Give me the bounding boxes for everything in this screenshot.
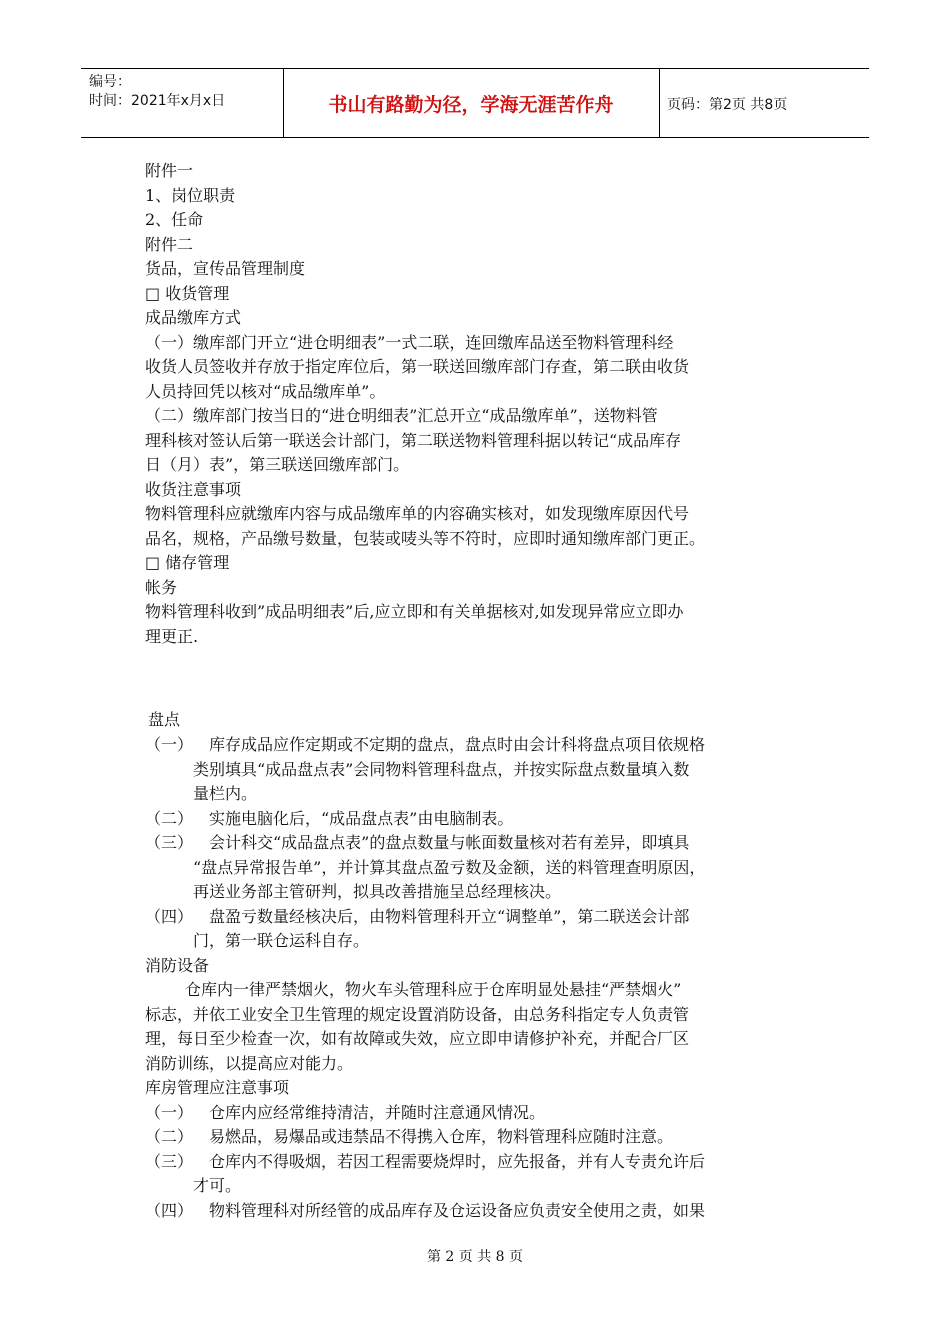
text-line: 品名，规格，产品缴号数量，包装或唛头等不符时，应即时通知缴库部门更正。 [145, 528, 706, 548]
header-divider [659, 69, 660, 137]
inventory-section [148, 708, 828, 733]
text-line: （一）缴库部门开立“进仓明细表”一式二联，连回缴库品送至物料管理科经 [145, 332, 674, 352]
text-line: 物料管理科收到”成品明细表”后,应立即和有关单据核对,如发现异常应立即办 [145, 602, 684, 621]
text-line: 理，每日至少检查一次，如有故障或失效，应立即申请修护补充，并配合厂区 [145, 1029, 690, 1048]
list-item: （二） 实施电脑化后，“成品盘点表”由电脑制表。 [145, 807, 825, 832]
section-heading: □ 储存管理 [145, 553, 230, 572]
inventory-list [145, 733, 825, 1223]
text-line: 收货人员签收并存放于指定库位后，第一联送回缴库部门存查，第二联由收货 [145, 357, 690, 376]
text-line: 消防训练，以提高应对能力。 [145, 1053, 354, 1073]
text-line: 理更正. [145, 626, 199, 646]
page-header [81, 68, 869, 138]
text-line: 附件一 [145, 161, 194, 180]
item-number: （一） [145, 735, 194, 754]
list-item: （三） 仓库内不得吸烟，若因工程需要烧焊时，应先报备，并有人专责允许后 [145, 1150, 825, 1175]
item-number: （三） [145, 1151, 194, 1171]
list-item: （四） 盘盈亏数量经核决后，由物料管理科开立“调整单”，第二联送会计部 [145, 905, 825, 930]
text-line: 附件二 [145, 234, 194, 254]
section-title: 库房管理应注意事项 [145, 1078, 290, 1097]
list-item-cont: 量栏内。 [193, 784, 258, 803]
list-item-cont: 才可。 [193, 1176, 242, 1195]
list-item-cont: 类别填具“成品盘点表”会同物料管理科盘点，并按实际盘点数量填入数 [193, 759, 690, 779]
list-item: （四） 物料管理科对所经管的成品库存及仓运设备应负责安全使用之责，如果 [145, 1199, 825, 1224]
text-line: 仓库内一律严禁烟火，物火车头管理科应于仓库明显处悬挂“严禁烟火” [185, 980, 682, 999]
item-number: （一） [145, 1102, 194, 1122]
item-number: （二） [145, 808, 194, 828]
section-title: 消防设备 [145, 955, 210, 975]
text-line: （二）缴库部门按当日的“进仓明细表”汇总开立“成品缴库单”，送物料管 [145, 406, 658, 425]
header-page-number: 页码：第2页 共8页 [667, 97, 788, 113]
text-line: 理科核对签认后第一联送会计部门，第二联送物料管理科据以转记“成品库存 [145, 430, 682, 450]
text-line: 2、任命 [145, 210, 204, 229]
list-item: （一） 库存成品应作定期或不定期的盘点，盘点时由会计科将盘点项目依规格 [145, 733, 825, 758]
text-line: 货品，宣传品管理制度 [145, 259, 306, 278]
section-heading: □ 收货管理 [145, 283, 230, 303]
item-number: （四） [145, 906, 194, 926]
text-line: 人员持回凭以核对“成品缴库单”。 [145, 381, 386, 401]
header-meta [89, 73, 225, 111]
text-line: 1、岗位职责 [145, 185, 236, 205]
page-footer: 第 2 页 共 8 页 [426, 1249, 524, 1265]
section-title: 盘点 [148, 710, 181, 729]
list-item-cont: 门，第一联仓运科自存。 [193, 931, 370, 950]
document-body-part1 [145, 159, 825, 649]
text-line: 标志，并依工业安全卫生管理的规定设置消防设备，由总务科指定专人负责管 [145, 1004, 690, 1024]
text-line: 成品缴库方式 [145, 308, 242, 327]
list-item-cont: 再送业务部主管研判，拟具改善措施呈总经理核决。 [193, 882, 562, 901]
doc-code: 编号： [89, 74, 131, 90]
list-item: （一） 仓库内应经常维持清洁，并随时注意通风情况。 [145, 1101, 825, 1126]
text-line: 日（月）表”，第三联送回缴库部门。 [145, 455, 410, 474]
item-number: （二） [145, 1127, 194, 1146]
header-motto: 书山有路勤为径，学海无涯苦作舟 [328, 94, 614, 116]
text-line: 帐务 [145, 577, 178, 597]
text-line: 收货注意事项 [145, 479, 242, 499]
text-line: 物料管理科应就缴库内容与成品缴库单的内容确实核对，如发现缴库原因代号 [145, 504, 690, 523]
list-item: （二） 易燃品，易爆品或违禁品不得携入仓库，物料管理科应随时注意。 [145, 1125, 825, 1150]
doc-time: 时间：2021年x月x日 [89, 93, 226, 109]
list-item: （三） 会计科交“成品盘点表”的盘点数量与帐面数量核对若有差异，即填具 [145, 831, 825, 856]
list-item-cont: “盘点异常报告单”，并计算其盘点盈亏数及金额，送的料管理查明原因， [193, 857, 706, 877]
item-number: （三） [145, 833, 194, 852]
item-number: （四） [145, 1200, 194, 1220]
